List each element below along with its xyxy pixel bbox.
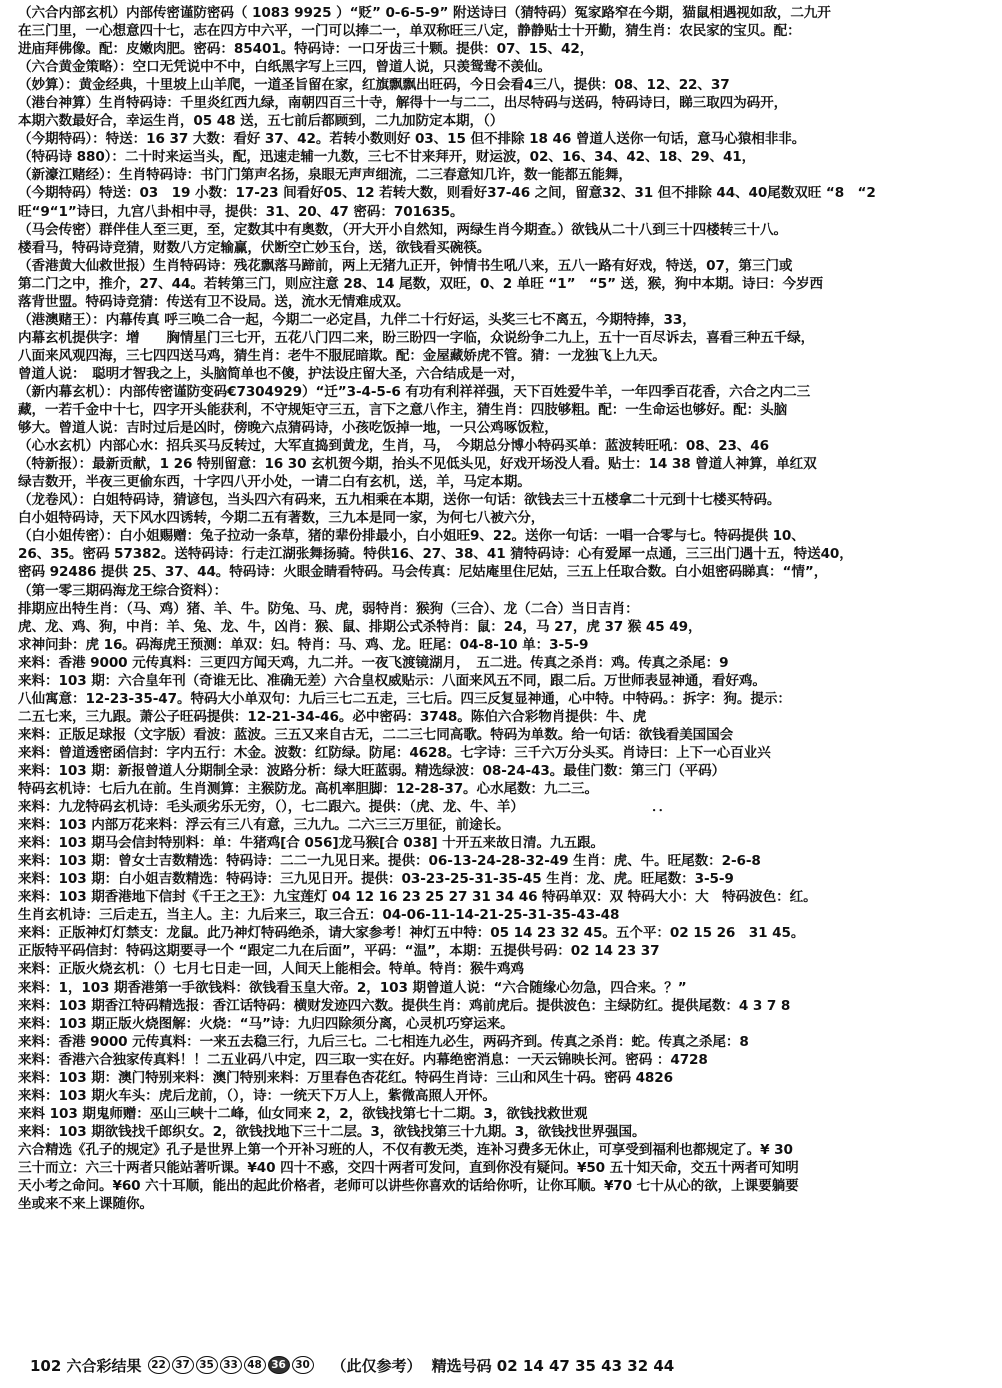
text-line: 26、35。密码 57382。送特码诗：行走江湖张舞扬骑。特供16、27、38、41 猜特码诗：心有爱犀一点通，三三出门遇十五，特送40， <box>18 546 853 563</box>
text-line: 楼看马，特码诗竞猜，财数八方定输赢，伏断空亡妙玉台，送，欲钱看买碗筷。 <box>18 239 491 256</box>
text-line: 八仙寓意：12-23-35-47。特码大小单双句：九后三七二五走，三七后。四三反复显神通，心中特。中特码。：拆字：狗。提示： <box>18 690 791 707</box>
text-line: 来料：1，103 期香港第一手欲钱料：欲钱看玉皇大帝。2，103 期曾道人说：“六合随缘心勿急，四合来。？” <box>18 979 687 996</box>
result-ball: 35 <box>196 1356 218 1374</box>
results-label: 102 六合彩结果 <box>30 1356 142 1375</box>
results-footer <box>30 1352 674 1378</box>
text-line: 来料：103 期：曾女士吉数精选：特码诗：二二一九见日来。提供：06-13-24-28-32-49 生肖：虎、牛。旺尾数：2-6-8 <box>18 853 761 870</box>
text-line: 来料：正版火烧玄机：（）七月七日走一回，人间天上能相会。特单。特肖：猴牛鸡鸡 <box>18 961 524 978</box>
text-line: 六合精选《孔子的规定》孔子是世界上第一个开补习班的人，不仅有教无类，连补习费多无休止，可享受到福利也都规定了。¥ 30 <box>18 1141 793 1158</box>
text-line: 来料：103 期香江特码精选报：香江话特码：横财发迹四六数。提供生肖：鸡前虎后。提供波色：主绿防红。提供尾数：4 3 7 8 <box>18 997 791 1014</box>
text-line: 来料：正版神灯灯禁支：龙鼠。此乃神灯特码绝杀，请大家参考！神灯五中特：05 14 23 32 45。五个平：02 15 26 31 45。 <box>18 925 805 942</box>
text-line: （新内幕玄机）：内部传密谨防变码€7304929）“迁”3-4-5-6 有功有利祥祥强，天下百姓爱牛羊，一年四季百花香，六合之内二三 <box>18 383 811 400</box>
text-line: 来料 103 期鬼师赠：巫山三峡十二峰，仙女同来 2，2，欲钱找第七十二期。3，欲钱找救世观 <box>18 1105 588 1122</box>
text-line: 天小考之命问。¥60 六十耳顺，能出的起此价格者，老师可以讲些你喜欢的话给你听，让你耳顺。¥70 七十从心的欲，上课要躺要 <box>18 1178 799 1195</box>
text-line: 旺“9“1”诗曰，九宫八卦相中寻，提供：31、20、47 密码：701635。 <box>18 203 464 220</box>
text-line: （白小姐传密）：白小姐赐赠：兔子拉动一条草，猪的辈份排最小，白小姐旺9、22。送你一句话：一唱一合零与七。特码提供 10、 <box>18 528 805 545</box>
text-line: 第二门之中，推介，27、44。若转第三门，则应注意 28、14 尾数，双旺，0、2 单旺 “1” “5” 送，猴，狗中本期。诗曰：今岁西 <box>18 275 824 292</box>
text-line: 来料：103 期正版火烧图解：火烧：“马”诗：九归四除须分离，心灵机巧穿运来。 <box>18 1015 514 1032</box>
text-line: 来料：香港 9000 元传真料：三更四方闻天鸡，九二并。一夜飞渡镜湖月， 五二进。传真之杀肖：鸡。传真之杀尾：9 <box>18 654 729 671</box>
text-line: 内幕玄机提供字：增 胸情星门三七开，五花八门四二来，盼三盼四一字临，众说纷争二九上，五十一百尽诉去，喜看三种五千绿， <box>18 329 815 346</box>
text-line: 生肖玄机诗：三后走五，当主人。主：九后来三，取三合五：04-06-11-14-21-25-31-35-43-48 <box>18 907 620 924</box>
text-line: 藏，一若千金中十七，四字开头能获利，不守规矩守三五，言下之意八作主，猜生肖：四肢够粗。配：一生命运也够好。配：头脑 <box>18 402 788 419</box>
text-line: 来料：曾道透密函信封：字内五行：木金。波数：红防绿。防尾：4628。七字诗：三千六万分头买。肖诗曰：上下一心百业兴 <box>18 744 771 761</box>
text-line: 进庙拜佛像。配：皮嫩肉肥。密码：85401。特码诗：一口牙齿三十颗。提供：07、15、42， <box>18 41 594 58</box>
text-line: （妙算）：黄金经典，十里坡上山羊爬，一道圣旨留在家，红旗飘飘出旺码，今日会看4三八，提供：08、12、22、37 <box>18 77 730 94</box>
text-line: 来料：九龙特码玄机诗：毛头顽劣乐无穷，（），七二跟六。提供：（虎、龙、牛、羊） ．． <box>18 799 673 816</box>
text-line: （六合黄金策略）：空口无凭说中不中，白纸黑字写上三四，曾道人说，只羡鸳鸯不羡仙。 <box>18 59 551 76</box>
text-line: 本期六数最好合，幸运生肖，05 48 送，五七前后都顾到，二九加防定本期，（） <box>18 113 504 130</box>
text-line: （今期特码）：特送：16 37 大数：看好 37、42。若转小数则好 03、15 但不排除 18 46 曾道人送你一句话，意马心猿相非非。 <box>18 131 806 148</box>
text-line: 二五七来，三九跟。萧公子旺码提供：12-21-34-46。必中密码：3748。陈伯六合彩物肖提供：牛、虎 <box>18 708 647 725</box>
text-line: 来料：103 期：新报曾道人分期制全录：波路分析：绿大旺蓝弱。精选绿波：08-24-43。最佳门数：第三门（平码） <box>18 762 726 779</box>
text-line: 绿吉数开，半夜三更偷东西，十字四八开小处，一请二白有玄机，送，羊，马定本期。 <box>18 474 531 491</box>
text-line: 够大。曾道人说：吉时过后是凶时，傍晚六点猜码诗，小孩吃饭掉一地，一只公鸡啄饭粒， <box>18 420 558 437</box>
text-line: 八面来风观四海，三七四四送马鸡，猜生肖：老牛不服屁暗欺。配：金屋藏娇虎不管。猜：一龙独飞上九天。 <box>18 347 666 364</box>
document-body <box>18 4 986 1213</box>
text-line: （新濠江赌经）：生肖特码诗：书门门第声名扬，泉眼无声声细流，二三春意知几许，数一能都五能舞， <box>18 167 632 184</box>
text-line: （第一零三期码海龙王综合资料）： <box>18 582 228 599</box>
text-line: 来料：正版足球报（文字版）看波：蓝波。三五又来自古无，二二三七同高歌。特码为单数。给一句话：欲钱看美国国会 <box>18 726 734 743</box>
selected-numbers: 精选号码 02 14 47 35 43 32 44 <box>431 1356 675 1375</box>
result-balls <box>148 1356 316 1374</box>
text-line: （马会传密）群伴佳人至三更，至，定数其中有奥数，（开大开小自然知，两绿生肖今期查。）欲钱从二十八到三十四楼转三十八。 <box>18 221 788 238</box>
text-line: （龙卷风）：白姐特码诗，猜谚包，当头四六有码来，五九相乘在本期，送你一句话：欲钱去三十五楼拿二十元到十七楼买特码。 <box>18 492 781 509</box>
reference-note: （此仅参考） <box>331 1356 422 1375</box>
text-line: 来料：103 内部万花来料：浮云有三八有意，三九九。二六三三万里征，前途长。 <box>18 817 510 834</box>
text-line: 来料：103 期火车头：虎后龙前，（），诗：一统天下万人上，紫微高照人开怀。 <box>18 1087 496 1104</box>
text-line: 排期应出特生肖：（马、鸡）猪、羊、牛。防兔、马、虎，弱特肖：猴狗（三合）、龙（二合）当日吉肖： <box>18 600 639 617</box>
text-line: 虎、龙、鸡、狗，中肖：羊、兔、龙、牛，凶肖：猴、鼠、排期公式杀特肖：鼠：24，马 27，虎 37 猴 45 49， <box>18 618 702 635</box>
text-line: 落背世盟。特码诗竞猜：传送有卫不设局。送，流水无情难成双。 <box>18 293 410 310</box>
text-line: 特码玄机诗：七后九在前。生肖测算：主猴防龙。高机率胆脚：12-28-37。心水尾数：九二三。 <box>18 781 598 798</box>
text-line: 来料：103 期：六合皇年刊（奇谁无比、准确无差）六合皇权威贴示：八面来风五不同，跟二后。万世师表显神通，看好鸡。 <box>18 672 766 689</box>
text-line: （特新报）：最新贡献，1 26 特别留意：16 30 玄机贺今期，抬头不见低头见，好戏开场没人看。贴士：14 38 曾道人神算，单红双 <box>18 456 817 473</box>
text-line: 三十而立：六三十两者只能站著听课。¥40 四十不惑，交四十两者可发问，直到你没有疑问。¥50 五十知天命，交五十两者可知明 <box>18 1160 799 1176</box>
text-line: （特码诗 880）：二十时来运当头，配，迅速走辅一九数，三七不甘来拜开，财运波，02、16、34、42、18、29、41， <box>18 149 756 166</box>
result-ball: 48 <box>244 1356 266 1374</box>
text-line: 来料：香港六合独家传真料！！二五业码八中定，四三取一实在好。内幕绝密消息：一天云锦映长河。密码 ：4728 <box>18 1051 708 1068</box>
text-line: （心水玄机）内部心水：招兵买马反转过，大军直捣到黄龙，生肖，马， 今期总分博小特码买单：蓝波转旺吼：08、23、46 <box>18 438 770 455</box>
text-line: 正版特平码信封：特码这期要寻一个 “跟定二九在后面”，平码：“温”，本期：五提供号码：02 14 23 37 <box>18 943 660 960</box>
result-ball: 36 <box>268 1356 290 1374</box>
text-line: 曾道人说： 聪明才智我之上，头脑简单也不傻，护法设庄留大圣，六合结成是一对， <box>18 365 524 382</box>
text-line: （六合内部玄机）内部传密谨防密码（ 1083 9925 ）“贬” 0-6-5-9” 附送诗曰（猜特码）冤家路窄在今期，猫鼠相遇视如敌，二九开 <box>18 5 831 21</box>
text-line: （香港黄大仙救世报）生肖特码诗：残花飘落马蹄前，两上无猪九正开，钟情书生吼八来，五八一路有好戏，特送，07，第三门或 <box>18 257 793 274</box>
text-line: 来料：103 期：白小姐吉数精选：特码诗：三九见日开。提供：03-23-25-31-35-45 生肖：龙、虎。旺尾数：3-5-9 <box>18 871 734 888</box>
result-ball: 30 <box>292 1356 314 1374</box>
result-ball: 22 <box>148 1356 170 1374</box>
text-line: 在三门里，一心想意四十七，志在四方中六平，一门可以捧二一，单双称旺三八定，静静贴士十开勤，猜生肖：农民家的宝贝。配： <box>18 23 801 40</box>
text-line: 来料：103 期：澳门特别来料：澳门特别来料：万里春色杏花红。特码生肖诗：三山和风生十码。密码 4826 <box>18 1069 674 1086</box>
text-line: 来料：103 期香港地下信封《千王之王》：九宝莲灯 04 12 16 23 25 27 31 34 46 特码单双：双 特码大小：大 特码波色：红。 <box>18 889 817 906</box>
text-line: 密码 92486 提供 25、37、44。特码诗：火眼金睛看特码。马会传真：尼姑庵里住尼姑，三五上任取合数。白小姐密码睇真：“情”， <box>18 564 828 581</box>
text-line: 白小姐特码诗，天下风水四诱转，今期二五有著数，三九本是同一家，为何七八被六分， <box>18 510 545 527</box>
text-line: 来料：103 期欲钱找千郎织女。2，欲钱找地下三十二层。3，欲钱找第三十九期。3，欲钱找世界强国。 <box>18 1123 646 1140</box>
text-line: 求神问卦：虎 16。码海虎王预测：单双：妇。特肖：马、鸡、龙。旺尾：04-8-10 单：3-5-9 <box>18 636 589 653</box>
text-line: （港台神算）生肖特码诗：千里炎红西九绿，南朝四百三十寺，解得十一与二二，出尽特码与送码，特码诗曰，睇三取四为码开， <box>18 95 788 112</box>
text-line: （港澳赌王）：内幕传真 呼三唤二合一起，今期二一必定昌，九伴二十行好运，头奖三七不离五，今期特捧，33， <box>18 311 696 328</box>
result-ball: 37 <box>172 1356 194 1374</box>
text-line: 来料：香港 9000 元传真料：一来五去稳三行，九后三七。二七相连九必生，两码齐到。传真之杀肖：蛇。传真之杀尾：8 <box>18 1033 749 1050</box>
text-line: （今期特码）特送：03 19 小数：17-23 间看好05、12 若转大数，则看好37-46 之间，留意32、31 但不排除 44、40尾数双旺 “8 “2 <box>18 185 876 202</box>
text-line: 来料：103 期马会信封特别料：单：牛猪鸡[合 056]龙马猴[合 038] 十开五来故日清。九五跟。 <box>18 835 604 852</box>
text-line: 坐或来不来上课随你。 <box>18 1196 153 1213</box>
result-ball: 33 <box>220 1356 242 1374</box>
